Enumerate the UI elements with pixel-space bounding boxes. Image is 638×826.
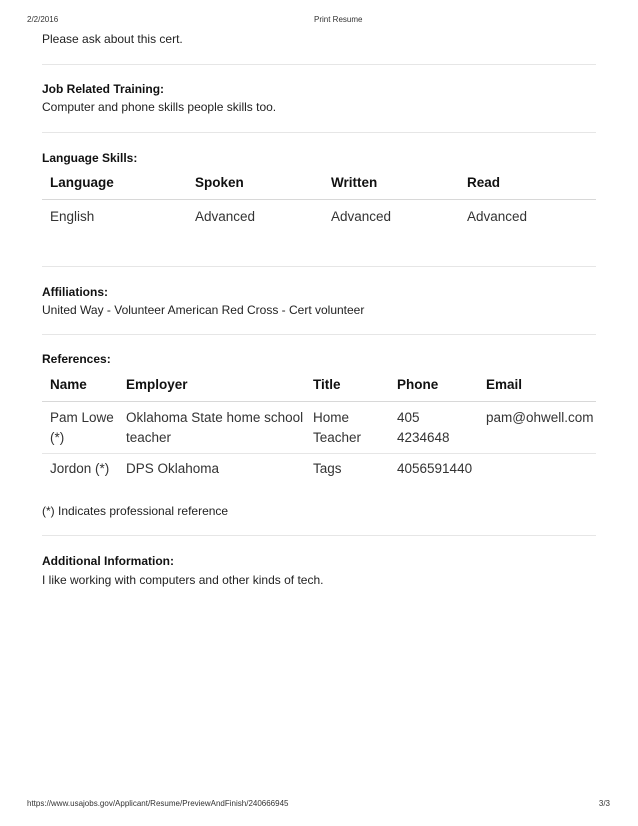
col-header-language: Language: [50, 175, 114, 190]
print-title: Print Resume: [314, 15, 363, 24]
reference-title: Tags: [313, 461, 342, 476]
table-header-rule: [42, 199, 596, 200]
reference-name: Jordon (*): [50, 461, 110, 476]
table-header-rule: [42, 401, 596, 402]
job-training-heading: Job Related Training:: [42, 82, 165, 96]
divider: [42, 132, 596, 133]
reference-phone: 405 4234648: [397, 410, 450, 445]
col-header-title: Title: [313, 377, 341, 392]
read-cell: Advanced: [467, 209, 528, 224]
job-training-text: Computer and phone skills people skills too.: [42, 100, 277, 114]
language-cell: English: [50, 209, 95, 224]
col-header-email: Email: [486, 377, 523, 392]
col-header-read: Read: [467, 175, 501, 190]
written-cell: Advanced: [331, 209, 392, 224]
col-header-name: Name: [50, 377, 87, 392]
reference-phone: 4056591440: [397, 461, 473, 476]
divider: [42, 266, 596, 267]
reference-employer: Oklahoma State home school teacher: [126, 410, 304, 445]
additional-info-heading: Additional Information:: [42, 554, 174, 568]
page-number: 3/3: [598, 799, 610, 808]
print-date: 2/2/2016: [27, 15, 59, 24]
reference-email: pam@ohwell.com: [486, 410, 594, 425]
divider: [42, 535, 596, 536]
print-url: https://www.usajobs.gov/Applicant/Resume/PreviewAndFinish/240666945: [27, 799, 289, 808]
reference-name: Pam Lowe (*): [50, 410, 114, 445]
references-heading: References:: [42, 352, 111, 366]
language-skills-heading: Language Skills:: [42, 151, 138, 165]
cert-note: Please ask about this cert.: [42, 32, 183, 46]
divider: [42, 64, 596, 65]
reference-employer: DPS Oklahoma: [126, 461, 220, 476]
divider: [42, 334, 596, 335]
reference-note: (*) Indicates professional reference: [42, 504, 229, 518]
affiliations-text: United Way - Volunteer American Red Cross - Cert volunteer: [42, 303, 365, 317]
col-header-spoken: Spoken: [195, 175, 244, 190]
additional-info-text: I like working with computers and other kinds of tech.: [42, 573, 324, 587]
col-header-written: Written: [331, 175, 378, 190]
table-row-rule: [42, 453, 596, 454]
affiliations-heading: Affiliations:: [42, 285, 108, 299]
spoken-cell: Advanced: [195, 209, 256, 224]
col-header-phone: Phone: [397, 377, 439, 392]
col-header-employer: Employer: [126, 377, 188, 392]
reference-title: Home Teacher: [313, 410, 362, 445]
